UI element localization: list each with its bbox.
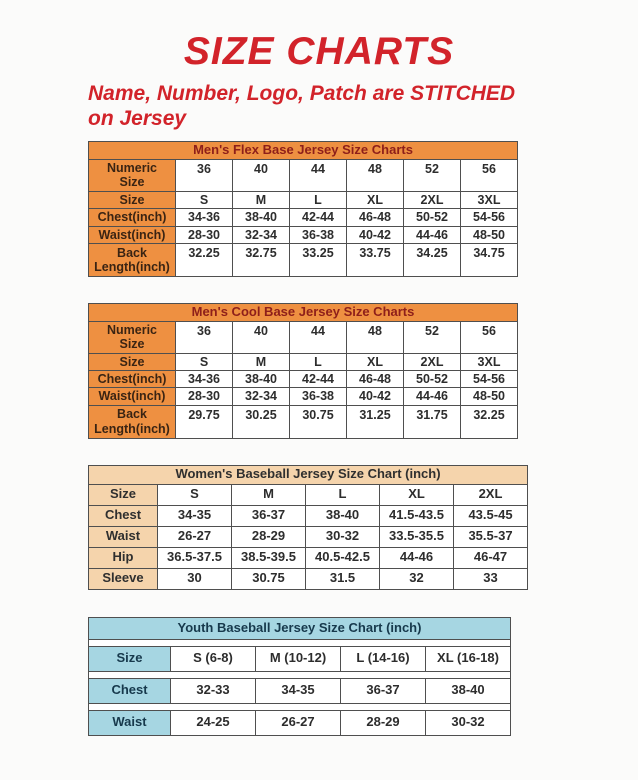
size-cell: 54-56	[461, 209, 518, 226]
size-cell: 46-47	[454, 547, 528, 568]
size-cell: 26-27	[256, 710, 341, 735]
table-row	[89, 388, 518, 405]
size-cell: 32-34	[233, 388, 290, 405]
size-cell: 35.5-37	[454, 526, 528, 547]
size-cell: 36-37	[232, 505, 306, 526]
row-label: Waist(inch)	[89, 388, 176, 405]
row-label: Back Length(inch)	[89, 243, 176, 276]
size-cell: 38-40	[426, 678, 511, 703]
size-cell: 3XL	[461, 191, 518, 208]
size-cell: M (10-12)	[256, 646, 341, 671]
row-label: Chest(inch)	[89, 209, 176, 226]
size-cell: S	[176, 353, 233, 370]
row-spacer	[89, 639, 511, 646]
size-cell: 36-38	[290, 226, 347, 243]
size-cell: 29.75	[176, 405, 233, 438]
size-cell: 44-46	[404, 388, 461, 405]
youth-baseball-jersey-size-table	[88, 617, 511, 736]
size-cell: 28-29	[232, 526, 306, 547]
size-cell: 38-40	[306, 505, 380, 526]
row-spacer	[89, 671, 511, 678]
size-cell: XL (16-18)	[426, 646, 511, 671]
page-subtitle-line1: Name, Number, Logo, Patch are STITCHED	[88, 81, 516, 105]
size-cell: 24-25	[171, 710, 256, 735]
size-cell: 44	[290, 160, 347, 192]
row-label: Size	[89, 191, 176, 208]
size-cell: 48	[347, 160, 404, 192]
size-cell: 40-42	[347, 226, 404, 243]
size-cell: 32.25	[176, 243, 233, 276]
size-cell: 34.25	[404, 243, 461, 276]
table-row	[89, 646, 511, 671]
size-cell: 50-52	[404, 370, 461, 387]
row-label: Size	[89, 353, 176, 370]
size-cell: 34.75	[461, 243, 518, 276]
size-cell: 31.5	[306, 568, 380, 589]
size-cell: 42-44	[290, 209, 347, 226]
page-subtitle-line2: on Jersey	[88, 107, 187, 131]
table-row	[89, 370, 518, 387]
mens-flex-base-jersey-size-table	[88, 141, 518, 277]
row-label: Numeric Size	[89, 160, 176, 192]
size-charts-page	[0, 30, 638, 780]
row-label: Numeric Size	[89, 321, 176, 353]
size-cell: 54-56	[461, 370, 518, 387]
row-label: Chest(inch)	[89, 370, 176, 387]
size-cell: 46-48	[347, 370, 404, 387]
row-label: Chest	[89, 678, 171, 703]
table-title: Women's Baseball Jersey Size Chart (inch)	[89, 465, 528, 484]
size-cell: 38-40	[233, 209, 290, 226]
size-cell: 44	[290, 321, 347, 353]
size-cell: 36-38	[290, 388, 347, 405]
table-row	[89, 191, 518, 208]
size-cell: 56	[461, 321, 518, 353]
table-row	[89, 505, 528, 526]
row-label: Back Length(inch)	[89, 405, 176, 438]
row-label: Chest	[89, 505, 158, 526]
row-label: Size	[89, 646, 171, 671]
size-cell: 32-34	[233, 226, 290, 243]
size-cell: 48-50	[461, 226, 518, 243]
size-cell: 31.75	[404, 405, 461, 438]
size-cell: S (6-8)	[171, 646, 256, 671]
size-cell: S	[158, 484, 232, 505]
size-cell: 42-44	[290, 370, 347, 387]
size-cell: 40	[233, 321, 290, 353]
table-row	[89, 353, 518, 370]
row-label: Size	[89, 484, 158, 505]
size-cell: 30-32	[306, 526, 380, 547]
size-cell: 32-33	[171, 678, 256, 703]
size-cell: 34-35	[256, 678, 341, 703]
mens-cool-base-jersey-size-table	[88, 303, 518, 439]
row-label: Waist(inch)	[89, 226, 176, 243]
table-row	[89, 484, 528, 505]
row-spacer	[89, 703, 511, 710]
row-label: Waist	[89, 710, 171, 735]
size-cell: 30	[158, 568, 232, 589]
womens-baseball-jersey-size-table	[88, 465, 528, 590]
size-cell: 52	[404, 160, 461, 192]
size-cell: 32	[380, 568, 454, 589]
size-cell: 26-27	[158, 526, 232, 547]
table-row	[89, 710, 511, 735]
size-cell: 38-40	[233, 370, 290, 387]
page-subtitle	[88, 81, 558, 132]
size-cell: L (14-16)	[341, 646, 426, 671]
size-cell: M	[233, 191, 290, 208]
page-title: SIZE CHARTS	[183, 30, 455, 73]
size-cell: 36.5-37.5	[158, 547, 232, 568]
table-row	[89, 321, 518, 353]
table-row	[89, 547, 528, 568]
size-cell: 44-46	[404, 226, 461, 243]
table-row	[89, 568, 528, 589]
table-row	[89, 160, 518, 192]
size-cell: 2XL	[454, 484, 528, 505]
size-cell: XL	[347, 191, 404, 208]
size-cell: 44-46	[380, 547, 454, 568]
size-cell: 32.25	[461, 405, 518, 438]
size-cell: M	[232, 484, 306, 505]
table-title: Youth Baseball Jersey Size Chart (inch)	[89, 617, 511, 639]
size-cell: 41.5-43.5	[380, 505, 454, 526]
row-label: Sleeve	[89, 568, 158, 589]
table-row	[89, 526, 528, 547]
table-row	[89, 678, 511, 703]
size-cell: 33	[454, 568, 528, 589]
size-cell: 33.75	[347, 243, 404, 276]
size-cell: L	[290, 191, 347, 208]
size-cell: 2XL	[404, 191, 461, 208]
size-cell: 34-36	[176, 370, 233, 387]
row-label: Waist	[89, 526, 158, 547]
size-cell: 28-30	[176, 388, 233, 405]
size-cell: 40.5-42.5	[306, 547, 380, 568]
size-cell: 38.5-39.5	[232, 547, 306, 568]
size-cell: 40-42	[347, 388, 404, 405]
size-cell: M	[233, 353, 290, 370]
size-cell: 31.25	[347, 405, 404, 438]
size-cell: L	[306, 484, 380, 505]
size-cell: 3XL	[461, 353, 518, 370]
size-cell: 30.75	[232, 568, 306, 589]
size-cell: 50-52	[404, 209, 461, 226]
size-cell: 56	[461, 160, 518, 192]
table-title: Men's Flex Base Jersey Size Charts	[89, 142, 518, 160]
table-row	[89, 243, 518, 276]
size-cell: 34-36	[176, 209, 233, 226]
size-cell: 30.75	[290, 405, 347, 438]
row-label: Hip	[89, 547, 158, 568]
size-cell: 40	[233, 160, 290, 192]
size-cell: XL	[380, 484, 454, 505]
size-cell: XL	[347, 353, 404, 370]
table-title: Men's Cool Base Jersey Size Charts	[89, 303, 518, 321]
size-cell: L	[290, 353, 347, 370]
table-row	[89, 226, 518, 243]
table-row	[89, 405, 518, 438]
size-cell: 36-37	[341, 678, 426, 703]
size-cell: 33.25	[290, 243, 347, 276]
size-cell: 52	[404, 321, 461, 353]
size-cell: 28-29	[341, 710, 426, 735]
size-cell: 34-35	[158, 505, 232, 526]
size-cell: 43.5-45	[454, 505, 528, 526]
size-cell: 30.25	[233, 405, 290, 438]
size-cell: 30-32	[426, 710, 511, 735]
size-cell: 48	[347, 321, 404, 353]
size-cell: 36	[176, 160, 233, 192]
size-cell: 32.75	[233, 243, 290, 276]
size-cell: 2XL	[404, 353, 461, 370]
size-cell: S	[176, 191, 233, 208]
size-cell: 36	[176, 321, 233, 353]
size-cell: 46-48	[347, 209, 404, 226]
table-row	[89, 209, 518, 226]
size-cell: 33.5-35.5	[380, 526, 454, 547]
size-cell: 28-30	[176, 226, 233, 243]
size-cell: 48-50	[461, 388, 518, 405]
